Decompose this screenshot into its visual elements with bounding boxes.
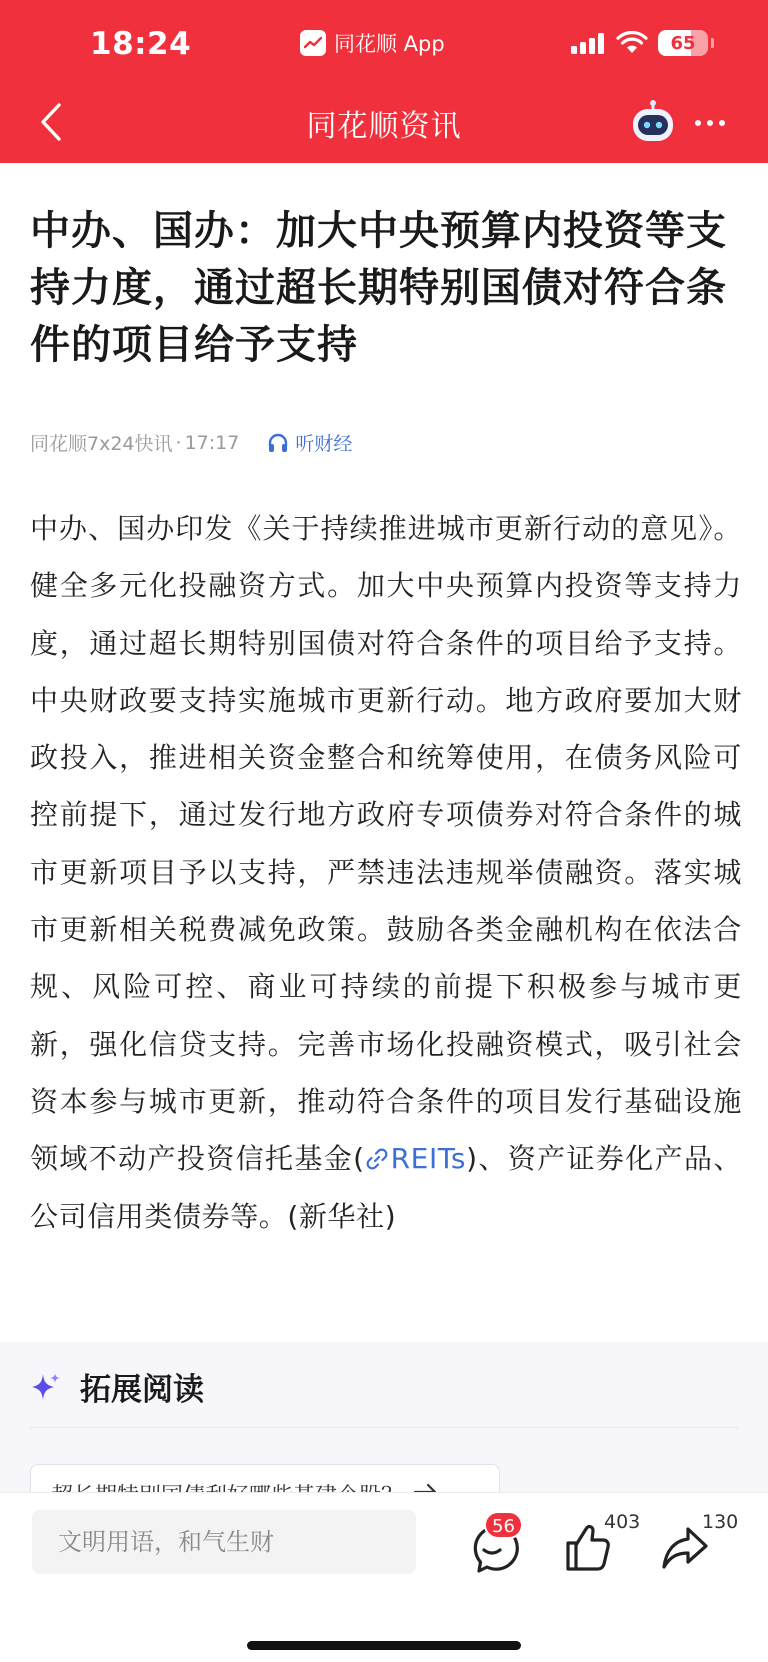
article-headline: 中办、国办：加大中央预算内投资等支持力度，通过超长期特别国债对符合条件的项目给予支持 (30, 208, 727, 368)
home-indicator[interactable] (247, 1641, 521, 1650)
headphones-icon (267, 433, 289, 453)
meta-separator: · (175, 431, 182, 454)
battery-nub (711, 38, 714, 48)
section-divider (30, 1427, 738, 1428)
extended-reading-title: 拓展阅读 (80, 1372, 204, 1408)
article-source: 同花顺7x24快讯 (30, 433, 173, 455)
like-count: 403 (604, 1511, 641, 1533)
share-button[interactable] (660, 1509, 739, 1575)
listen-label: 听财经 (295, 433, 353, 455)
comment-button[interactable] (462, 1509, 532, 1575)
article-body (30, 500, 742, 1245)
battery-indicator (658, 30, 708, 56)
article-time: 17:17 (184, 431, 240, 454)
robot-assistant-icon (629, 100, 677, 144)
sparkle-icon (30, 1371, 62, 1403)
status-app-indicator[interactable] (300, 28, 445, 58)
listen-button[interactable] (267, 429, 352, 456)
article-meta (30, 429, 352, 456)
status-app-name: 同花顺 App (334, 32, 445, 56)
page-title: 同花顺资讯 (306, 109, 462, 144)
bottom-action-bar (0, 1492, 768, 1662)
link-icon (365, 1147, 389, 1171)
status-time: 18:24 (90, 26, 192, 62)
article-body-tail: )、资产证券化产品、公司信用类债券等。(新华社) (30, 1142, 742, 1233)
share-count: 130 (702, 1511, 739, 1533)
comment-count-badge: 56 (484, 1511, 523, 1539)
header (0, 0, 768, 163)
reits-link-label: REITs (390, 1142, 467, 1176)
status-indicators (570, 30, 708, 56)
robot-assistant-button[interactable] (629, 100, 677, 144)
extended-reading-header (30, 1364, 204, 1409)
signal-icon (570, 32, 606, 54)
extended-reading-section (0, 1342, 768, 1492)
wifi-icon (616, 31, 648, 55)
more-dot (695, 120, 701, 126)
app-logo-icon (300, 30, 326, 56)
battery-level: 65 (670, 32, 696, 54)
like-button[interactable] (562, 1509, 641, 1575)
comment-input[interactable] (32, 1510, 416, 1574)
reits-link[interactable] (365, 1142, 466, 1175)
more-button[interactable] (690, 108, 730, 138)
more-dot (707, 120, 713, 126)
article-body-text: 中办、国办印发《关于持续推进城市更新行动的意见》。健全多元化投融资方式。加大中央预算内投资等支持力度，通过超长期特别国债对符合条件的项目给予支持。中央财政要支持实施城市更新行动。地方政府要加大财政投入，推进相关资金整合和统筹使用，在债务风险可控前提下，通过发行地方政府专项债券对符合条件的城市更新项目予以支持，严禁违法违规举债融资。落实城市更新相关税费减免政策。鼓励各类金融机构在依法合规、风险可控、商业可持续的前提下积极参与城市更新，强化信贷支持。完善市场化投融资模式，吸引社会资本参与城市更新，推动符合条件的项目发行基础设施领域不动产投资信托基金( (30, 512, 742, 1176)
more-dot (719, 120, 725, 126)
